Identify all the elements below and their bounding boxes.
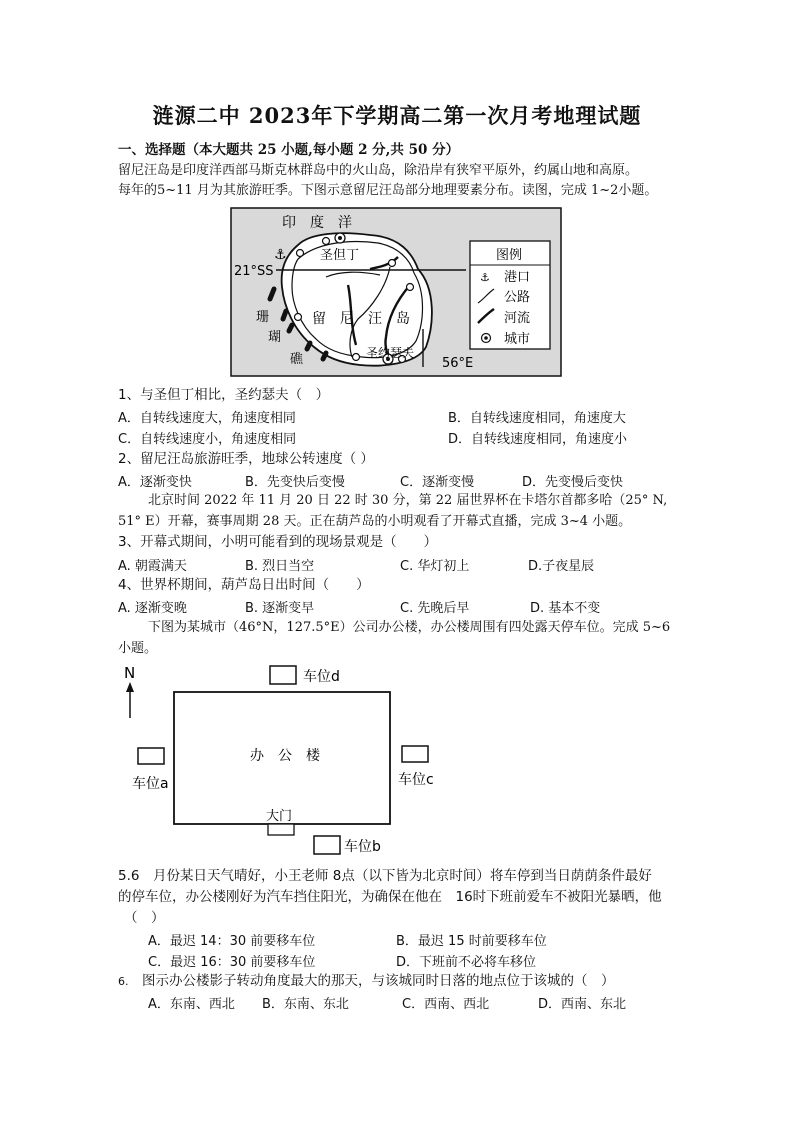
latitude-label: 21°SS <box>234 264 274 279</box>
question-4-option-d: D. 基本不变 <box>530 601 601 616</box>
question-3-stem: 3、开幕式期间，小明可能看到的现场景观是（ ） <box>118 534 438 550</box>
parking-slot-a-label: 车位a <box>132 776 169 792</box>
question-6-option-b: B．东南、东北 <box>262 997 349 1012</box>
intro-paragraph-1-line-1: 留尼汪岛是印度洋西部马斯克林群岛中的火山岛，除沿岸有狭窄平原外，约属山地和高原。 <box>118 163 639 178</box>
question-2-option-b: B．先变快后变慢 <box>245 475 345 490</box>
page-title: 涟源二中 2023年下学期高二第一次月考地理试题 <box>152 103 642 128</box>
coral-reef-2 <box>283 311 286 319</box>
question-6-number: 6. <box>118 975 129 988</box>
city-saint-joseph-label: 圣约瑟夫 <box>366 346 415 360</box>
question-5-stem-line-3: （ ） <box>124 910 165 926</box>
north-arrow-head <box>126 682 134 692</box>
question-1-option-a: A．自转线速度大，角速度相同 <box>118 411 296 426</box>
parking-slot-b <box>314 836 340 854</box>
main-gate <box>268 824 294 835</box>
question-2-option-c: C．逐渐变慢 <box>400 475 475 490</box>
parking-slot-a <box>138 748 164 764</box>
longitude-label: 56°E <box>442 356 474 371</box>
office-building-label: 办 公 楼 <box>250 748 320 764</box>
town-marker <box>297 250 304 257</box>
question-3-option-b: B. 烈日当空 <box>245 559 315 574</box>
question-6-stem: 图示办公楼影子转动角度最大的那天，与该城同时日落的地点位于该城的（ ） <box>142 973 615 989</box>
coral-reef-4 <box>307 343 310 349</box>
north-label: N <box>124 664 136 682</box>
question-2-option-a: A．逐渐变快 <box>118 475 192 490</box>
intro-paragraph-2-line-1: 北京时间 2022 年 11 月 20 日 22 时 30 分，第 22 届世界杯在卡塔尔首都多哈（25° N, <box>148 493 668 508</box>
question-3-option-a: A. 朝霞满天 <box>118 559 187 574</box>
town-marker <box>407 284 414 291</box>
port-anchor-icon: ⚓ <box>274 247 287 263</box>
city-saint-denis-dot <box>338 236 342 240</box>
coral-label-2: 瑚 <box>268 330 282 345</box>
question-4-option-c: C. 先晚后早 <box>400 601 470 616</box>
island-label: 留 尼 汪 岛 <box>312 311 410 327</box>
intro-paragraph-3-line-1: 下图为某城市（46°N，127.5°E）公司办公楼，办公楼周围有四处露天停车位。完成 5~6 <box>148 620 671 635</box>
question-1-stem: 1、与圣但丁相比，圣约瑟夫（ ） <box>118 387 330 403</box>
question-6-option-c: C．西南、西北 <box>402 997 490 1012</box>
town-marker <box>389 260 396 267</box>
legend-road-label: 公路 <box>504 290 531 305</box>
question-5-stem-line-2: 的停车位，办公楼刚好为汽车挡住阳光，为确保在他在 16时下班前爱车不被阳光暴晒，他 <box>118 889 662 905</box>
legend-port-label: 港口 <box>504 270 531 285</box>
question-5-option-a: A．最迟 14：30 前要移车位 <box>148 934 316 949</box>
parking-slot-c <box>402 746 428 762</box>
legend-port-icon: ⚓ <box>480 271 490 284</box>
question-4-option-a: A. 逐渐变晚 <box>118 601 187 616</box>
question-2-option-d: D．先变慢后变快 <box>522 475 624 490</box>
intro-paragraph-2-line-2: 51° E）开幕，赛事周期 28 天。正在葫芦岛的小明观看了开幕式直播，完成 3~4 小题。 <box>118 514 632 529</box>
question-3-option-d: D.子夜星辰 <box>528 559 595 574</box>
coral-label-3: 礁 <box>290 352 304 367</box>
ocean-label: 印 度 洋 <box>282 215 352 231</box>
question-6-option-d: D．西南、东北 <box>538 997 627 1012</box>
question-1-option-b: B．自转线速度相同，角速度大 <box>448 411 626 426</box>
reunion-map <box>230 207 562 377</box>
coral-reef-5 <box>323 353 326 359</box>
question-5-option-d: D．下班前不必将车移位 <box>396 955 537 970</box>
coral-label-1: 珊 <box>256 310 270 325</box>
legend-river-label: 河流 <box>504 311 531 326</box>
intro-paragraph-1-line-2: 每年的5~11 月为其旅游旺季。下图示意留尼汪岛部分地理要素分布。读图，完成 1~2小题。 <box>118 183 658 198</box>
office-parking-diagram <box>118 660 458 860</box>
question-1-option-c: C．自转线速度小，角速度相同 <box>118 432 297 447</box>
city-saint-denis-label: 圣但丁 <box>320 248 360 263</box>
town-marker <box>353 354 360 361</box>
town-marker <box>323 238 330 245</box>
question-5-option-b: B．最迟 15 时前要移车位 <box>396 934 547 949</box>
question-3-option-c: C. 华灯初上 <box>400 559 470 574</box>
main-gate-label: 大门 <box>266 809 293 824</box>
question-1-option-d: D．自转线速度相同，角速度小 <box>448 432 628 447</box>
question-2-stem: 2、留尼汪岛旅游旺季，地球公转速度（ ） <box>118 451 374 467</box>
section-heading: 一、选择题（本大题共 25 小题,每小题 2 分,共 50 分） <box>118 142 460 158</box>
legend-title: 图例 <box>496 248 523 263</box>
town-marker <box>295 314 302 321</box>
parking-slot-d <box>270 666 296 684</box>
parking-slot-b-label: 车位b <box>344 839 381 855</box>
legend-city-label: 城市 <box>504 332 531 347</box>
parking-slot-d-label: 车位d <box>303 669 340 685</box>
question-4-stem: 4、世界杯期间，葫芦岛日出时间（ ） <box>118 577 370 593</box>
parking-slot-c-label: 车位c <box>398 772 434 788</box>
question-5-stem-line-1: 5.6 月份某日天气晴好，小王老师 8点（以下皆为北京时间）将车停到当日荫荫条件最好 <box>118 868 652 884</box>
intro-paragraph-3-line-2: 小题。 <box>118 641 158 656</box>
coral-reef-3 <box>289 325 292 331</box>
question-5-option-c: C．最迟 16：30 前要移车位 <box>148 955 316 970</box>
question-6-option-a: A．东南、西北 <box>148 997 235 1012</box>
legend-city-icon-dot <box>484 336 488 340</box>
question-4-option-b: B. 逐渐变早 <box>245 601 315 616</box>
